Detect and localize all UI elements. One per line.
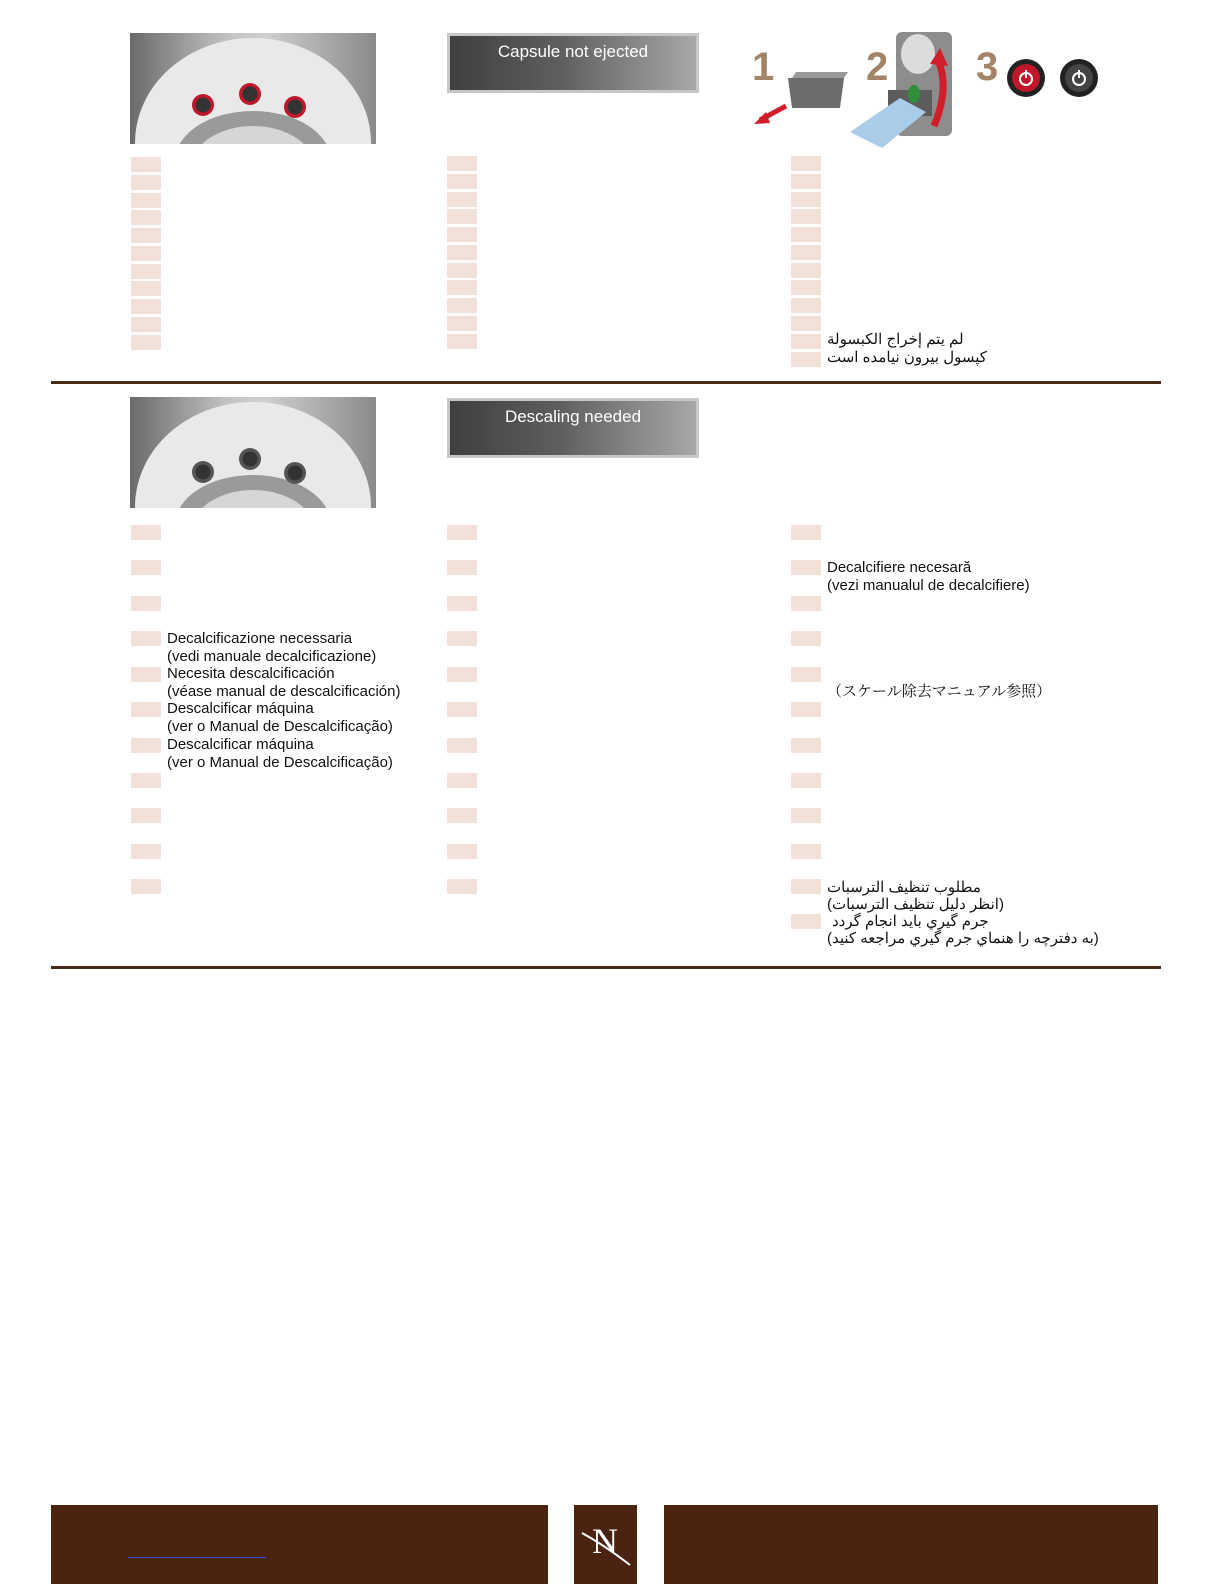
footer-bar-left — [51, 1505, 548, 1584]
power-button-red-icon — [1007, 59, 1045, 97]
italian-descaling-line-2: (vedi manuale decalcificazione) — [167, 648, 377, 665]
farsi-descaling-line-1: جرم گيري بايد انجام گردد — [832, 913, 989, 930]
capsule-not-ejected-banner: Capsule not ejected — [447, 33, 699, 93]
lang-marker — [447, 316, 477, 331]
lang-marker — [791, 316, 821, 331]
nespresso-logo-box — [574, 1505, 637, 1584]
farsi-capsule-not-ejected: کپسول بيرون نيامده است — [827, 349, 987, 366]
arabic-descaling-line-2: (انظر دليل تنظيف الترسبات) — [827, 896, 1004, 913]
lang-marker — [131, 879, 161, 894]
lang-marker — [131, 317, 161, 332]
footer-bar-right — [664, 1505, 1158, 1584]
lang-marker — [791, 702, 821, 717]
lang-marker — [791, 879, 821, 894]
lang-marker — [447, 738, 477, 753]
lang-marker — [447, 298, 477, 313]
lang-marker — [447, 702, 477, 717]
italian-descaling-line-1: Decalcificazione necessaria — [167, 630, 353, 647]
lang-marker — [131, 667, 161, 682]
lang-marker — [791, 174, 821, 189]
lang-marker — [131, 525, 161, 540]
lang-marker — [791, 631, 821, 646]
lang-marker — [791, 192, 821, 207]
capsule-eject-steps-illustration — [750, 28, 1110, 153]
machine-buttons-illustration — [130, 33, 376, 144]
lang-marker — [131, 631, 161, 646]
lang-marker — [131, 246, 161, 261]
lang-marker — [791, 525, 821, 540]
lang-marker — [131, 281, 161, 296]
lang-marker — [447, 844, 477, 859]
lang-marker — [791, 263, 821, 278]
step-3-label: 3 — [976, 45, 999, 89]
lang-marker — [791, 914, 821, 929]
lang-marker — [447, 245, 477, 260]
machine-buttons-illustration — [130, 397, 376, 508]
nespresso-logo-icon — [574, 1505, 637, 1584]
lang-marker — [791, 596, 821, 611]
lang-marker — [791, 280, 821, 295]
lang-marker — [447, 560, 477, 575]
lang-marker — [447, 280, 477, 295]
lang-marker — [131, 175, 161, 190]
lang-marker — [447, 227, 477, 242]
lang-marker — [447, 192, 477, 207]
lang-marker — [131, 808, 161, 823]
lang-marker — [131, 773, 161, 788]
romanian-descaling-line-2: (vezi manualul de decalcifiere) — [827, 577, 1030, 594]
lang-marker — [791, 560, 821, 575]
spanish-descaling-line-1: Necesita descalcificación — [167, 665, 335, 682]
lang-marker — [447, 879, 477, 894]
lang-marker — [791, 227, 821, 242]
lang-marker — [131, 157, 161, 172]
lang-marker — [791, 844, 821, 859]
section-divider-2 — [51, 966, 1161, 969]
portuguese-descaling-line-2: (ver o Manual de Descalcificação) — [167, 718, 393, 735]
japanese-descaling: （スケール除去マニュアル参照） — [827, 683, 1052, 700]
lang-marker — [447, 525, 477, 540]
lang-marker — [791, 352, 821, 367]
lang-marker — [447, 631, 477, 646]
lang-marker — [447, 334, 477, 349]
lang-marker — [131, 299, 161, 314]
lang-marker — [791, 738, 821, 753]
lang-marker — [447, 174, 477, 189]
lang-marker — [791, 667, 821, 682]
portuguese-br-descaling-line-1: Descalcificar máquina — [167, 736, 314, 753]
lang-marker — [131, 702, 161, 717]
lang-marker — [447, 667, 477, 682]
portuguese-br-descaling-line-2: (ver o Manual de Descalcificação) — [167, 754, 393, 771]
lang-marker — [447, 596, 477, 611]
lang-marker — [791, 334, 821, 349]
farsi-descaling-line-2: (به دفترچه را هنماي جرم گيري مراجعه كنيد) — [827, 930, 1099, 947]
arabic-descaling-line-1: مطلوب تنظيف الترسبات — [827, 879, 981, 896]
lang-marker — [131, 264, 161, 279]
lang-marker — [447, 209, 477, 224]
portuguese-descaling-line-1: Descalcificar máquina — [167, 700, 314, 717]
lang-marker — [131, 193, 161, 208]
lang-marker — [131, 228, 161, 243]
lang-marker — [131, 738, 161, 753]
lang-marker — [131, 560, 161, 575]
lang-marker — [131, 596, 161, 611]
machine-buttons-image-2 — [130, 397, 376, 508]
power-button-icon — [1060, 59, 1098, 97]
step-2-label: 2 — [866, 45, 889, 89]
lang-marker — [131, 844, 161, 859]
romanian-descaling-line-1: Decalcifiere necesară — [827, 559, 972, 576]
lang-marker — [791, 156, 821, 171]
lang-marker — [791, 808, 821, 823]
spanish-descaling-line-2: (véase manual de descalcificación) — [167, 683, 401, 700]
lang-marker — [131, 335, 161, 350]
section-divider-1 — [51, 381, 1161, 384]
lang-marker — [791, 245, 821, 260]
arabic-capsule-not-ejected: لم يتم إخراج الكبسولة — [827, 331, 964, 348]
lang-marker — [447, 263, 477, 278]
descaling-needed-banner: Descaling needed — [447, 398, 699, 458]
step-1-label: 1 — [752, 45, 775, 89]
lang-marker — [447, 773, 477, 788]
machine-buttons-image-1 — [130, 33, 376, 144]
lang-marker — [447, 808, 477, 823]
lang-marker — [447, 156, 477, 171]
lang-marker — [131, 210, 161, 225]
lang-marker — [791, 298, 821, 313]
svg-text:N: N — [592, 1521, 618, 1561]
lang-marker — [791, 209, 821, 224]
footer-link[interactable] — [128, 1557, 266, 1558]
lang-marker — [791, 773, 821, 788]
